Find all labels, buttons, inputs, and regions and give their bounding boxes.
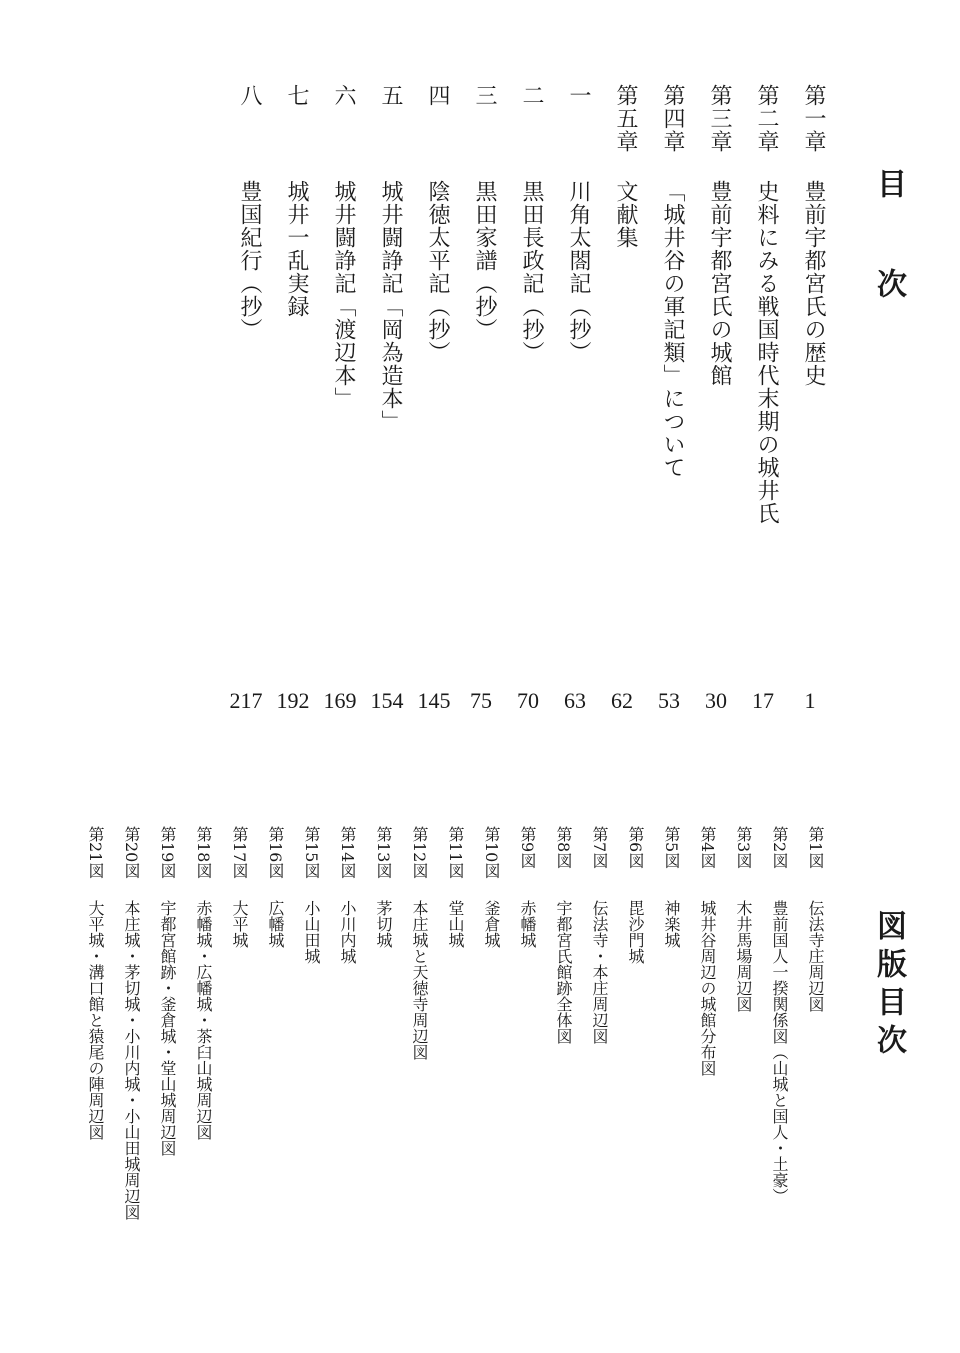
figure-caption: 宇都宮氏館跡全体図 bbox=[554, 900, 573, 1044]
figure-number: 第12図 bbox=[410, 826, 429, 879]
toc-entry bbox=[320, 84, 360, 724]
toc-entry-title: 城井闘諍記「岡為造本」 bbox=[378, 180, 403, 433]
toc-entry-page: 63 bbox=[564, 688, 586, 713]
figure-entry bbox=[188, 826, 218, 1296]
figure-caption: 豊前国人一揆関係図（山城と国人・土豪） bbox=[770, 900, 789, 1204]
toc-entry-number: 第三章 bbox=[707, 84, 732, 153]
toc-entry bbox=[649, 84, 689, 724]
figure-number: 第21図 bbox=[86, 826, 105, 879]
figure-number: 第4図 bbox=[698, 826, 717, 869]
figure-entry bbox=[656, 826, 686, 1296]
figure-entry bbox=[152, 826, 182, 1296]
figure-number: 第9図 bbox=[518, 826, 537, 869]
toc-entry bbox=[743, 84, 783, 724]
toc-entry-page: 62 bbox=[611, 688, 633, 713]
toc-entry-page: 169 bbox=[323, 688, 357, 713]
toc-entry-title: 豊前宇都宮氏の歴史 bbox=[801, 180, 826, 387]
figure-entry bbox=[764, 826, 794, 1296]
toc-entry-title: 黒田家譜（抄） bbox=[472, 180, 497, 341]
toc-entry-page: 145 bbox=[417, 688, 451, 713]
figure-list-title: 図版目次 bbox=[871, 910, 906, 1062]
figure-caption: 堂山城 bbox=[446, 900, 465, 948]
figure-caption: 城井谷周辺の城館分布図 bbox=[698, 900, 717, 1076]
toc-entry-page: 53 bbox=[658, 688, 680, 713]
toc-entry bbox=[790, 84, 830, 724]
toc-entry-page: 217 bbox=[229, 688, 263, 713]
toc-entry-page: 75 bbox=[470, 688, 492, 713]
figure-caption: 宇都宮館跡・釜倉城・堂山城周辺図 bbox=[158, 900, 177, 1156]
figure-number: 第13図 bbox=[374, 826, 393, 879]
figure-number: 第16図 bbox=[266, 826, 285, 879]
figure-number: 第2図 bbox=[770, 826, 789, 869]
figure-number: 第18図 bbox=[194, 826, 213, 879]
toc-entry-number: 八 bbox=[237, 84, 262, 107]
toc-entry-number: 第五章 bbox=[613, 84, 638, 153]
figure-entry bbox=[800, 826, 830, 1296]
toc-entry bbox=[273, 84, 313, 724]
toc-entry-page: 70 bbox=[517, 688, 539, 713]
figure-number: 第5図 bbox=[662, 826, 681, 869]
figure-number: 第11図 bbox=[446, 826, 465, 879]
toc-entry-number: 第四章 bbox=[660, 84, 685, 153]
figure-entry bbox=[80, 826, 110, 1296]
figure-entry bbox=[332, 826, 362, 1296]
toc-entry-title: 豊国紀行（抄） bbox=[237, 180, 262, 341]
figure-number: 第20図 bbox=[122, 826, 141, 879]
toc-entry bbox=[367, 84, 407, 724]
figure-number: 第7図 bbox=[590, 826, 609, 869]
figure-entry bbox=[296, 826, 326, 1296]
toc-entry-number: 四 bbox=[425, 84, 450, 107]
figure-caption: 小川内城 bbox=[338, 900, 357, 964]
figure-entry bbox=[404, 826, 434, 1296]
figure-entry bbox=[548, 826, 578, 1296]
figure-entry bbox=[260, 826, 290, 1296]
toc-entry-title: 史料にみる戦国時代末期の城井氏 bbox=[754, 180, 779, 525]
toc-entry-number: 第二章 bbox=[754, 84, 779, 153]
figure-number: 第19図 bbox=[158, 826, 177, 879]
toc-entry-title: 川角太閤記（抄） bbox=[566, 180, 591, 364]
toc-entry-number: 六 bbox=[331, 84, 356, 107]
toc-entry-number: 七 bbox=[284, 84, 309, 107]
toc-entry-page: 154 bbox=[370, 688, 404, 713]
toc-entry-title: 城井闘諍記「渡辺本」 bbox=[331, 180, 356, 410]
toc-entry bbox=[508, 84, 548, 724]
figure-caption: 本庄城・茅切城・小川内城・小山田城周辺図 bbox=[122, 900, 141, 1220]
toc-entry bbox=[226, 84, 266, 724]
figure-caption: 木井馬場周辺図 bbox=[734, 900, 753, 1012]
figure-entry bbox=[728, 826, 758, 1296]
toc-entry-number: 第一章 bbox=[801, 84, 826, 153]
toc-entry-title: 文献集 bbox=[613, 180, 638, 249]
figure-caption: 伝法寺庄周辺図 bbox=[806, 900, 825, 1012]
figure-caption: 大平城・溝口館と猿尾の陣周辺図 bbox=[86, 900, 105, 1140]
toc-entry-title: 黒田長政記（抄） bbox=[519, 180, 544, 364]
toc-entry-page: 192 bbox=[276, 688, 310, 713]
toc-entry bbox=[414, 84, 454, 724]
figure-caption: 本庄城と天徳寺周辺図 bbox=[410, 900, 429, 1060]
toc-title: 目 次 bbox=[871, 168, 906, 318]
toc-entry bbox=[555, 84, 595, 724]
toc-entry-title: 城井一乱実録 bbox=[284, 180, 309, 318]
figure-number: 第17図 bbox=[230, 826, 249, 879]
figure-entry bbox=[368, 826, 398, 1296]
toc-entry bbox=[602, 84, 642, 724]
toc-entry-number: 二 bbox=[519, 84, 544, 107]
figure-entry bbox=[692, 826, 722, 1296]
figure-entry bbox=[476, 826, 506, 1296]
figure-number: 第1図 bbox=[806, 826, 825, 869]
figure-caption: 大平城 bbox=[230, 900, 249, 948]
figure-caption: 小山田城 bbox=[302, 900, 321, 964]
figure-number: 第14図 bbox=[338, 826, 357, 879]
figure-entry bbox=[584, 826, 614, 1296]
figure-caption: 伝法寺・本庄周辺図 bbox=[590, 900, 609, 1044]
toc-entry-page: 17 bbox=[752, 688, 774, 713]
toc-entry bbox=[461, 84, 501, 724]
figure-caption: 毘沙門城 bbox=[626, 900, 645, 964]
figure-number: 第3図 bbox=[734, 826, 753, 869]
figure-caption: 茅切城 bbox=[374, 900, 393, 948]
figure-number: 第15図 bbox=[302, 826, 321, 879]
toc-entry-page: 30 bbox=[705, 688, 727, 713]
toc-entry-title: 豊前宇都宮氏の城館 bbox=[707, 180, 732, 387]
figure-caption: 赤幡城 bbox=[518, 900, 537, 948]
toc-entry-title: 陰徳太平記（抄） bbox=[425, 180, 450, 364]
toc-entry-number: 三 bbox=[472, 84, 497, 107]
toc-entry-number: 一 bbox=[566, 84, 591, 107]
figure-number: 第10図 bbox=[482, 826, 501, 879]
toc-entry-page: 1 bbox=[804, 688, 816, 713]
figure-entry bbox=[440, 826, 470, 1296]
figure-number: 第6図 bbox=[626, 826, 645, 869]
toc-entry bbox=[696, 84, 736, 724]
figure-number: 第8図 bbox=[554, 826, 573, 869]
figure-entry bbox=[116, 826, 146, 1296]
toc-entry-title: 「城井谷の軍記類」について bbox=[660, 180, 685, 479]
toc-entry-number: 五 bbox=[378, 84, 403, 107]
figure-entry bbox=[224, 826, 254, 1296]
figure-caption: 広幡城 bbox=[266, 900, 285, 948]
figure-caption: 赤幡城・広幡城・茶臼山城周辺図 bbox=[194, 900, 213, 1140]
figure-entry bbox=[512, 826, 542, 1296]
figure-caption: 神楽城 bbox=[662, 900, 681, 948]
figure-entry bbox=[620, 826, 650, 1296]
figure-caption: 釜倉城 bbox=[482, 900, 501, 948]
